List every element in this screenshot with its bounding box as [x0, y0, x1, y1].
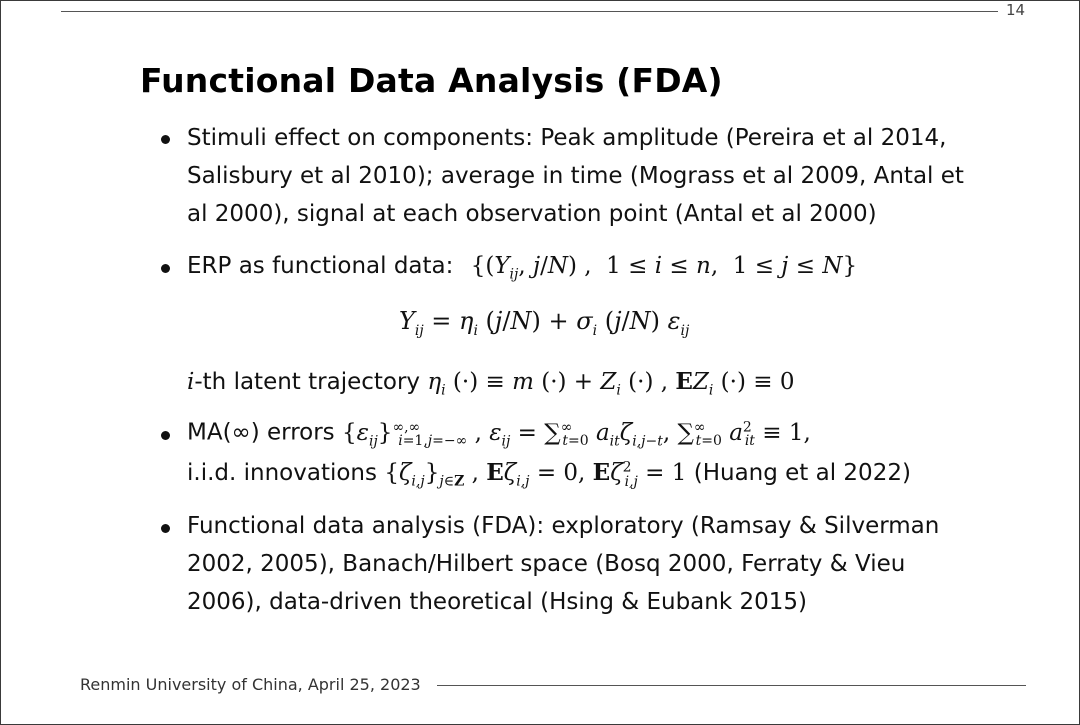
model-equation: $Y_{ij} = \eta_i$ $(j/N) + \sigma_i$ (j/N) $\varepsilon_{ij}$	[399, 307, 690, 339]
erp-set-formula: {($Y_{ij}$, j/N) , 1 ≤ i ≤ n, 1 ≤ j ≤ N}	[470, 253, 858, 283]
bullet-1-line-3: al 2000), signal at each observation point (Antal et al 2000)	[187, 201, 877, 227]
innovations-text: i.i.d. innovations	[187, 460, 377, 486]
footer-text: Renmin University of China, April 25, 2023	[80, 675, 421, 694]
bullet-dot	[161, 431, 170, 440]
bullet-dot	[161, 524, 170, 533]
bullet-3-text: MA(∞) errors	[187, 419, 335, 446]
bullet-4-line-3: 2006), data-driven theoretical (Hsing & Eubank 2015)	[187, 589, 807, 615]
innovations-formula: $\{\zeta_{i,j}\}_{j\in Z}$ , $E\zeta_{i,j} = 0$, $E\zeta^2_{i,j} = 1$	[384, 459, 687, 490]
bullet-4-line-1: Functional data analysis (FDA): exploratory (Ramsay & Silverman	[187, 513, 940, 539]
bullet-3-line-1	[187, 419, 811, 449]
slide-title: Functional Data Analysis (FDA)	[140, 61, 723, 100]
header-rule	[61, 11, 998, 12]
bullet-4-line-2: 2002, 2005), Banach/Hilbert space (Bosq 2000, Ferraty & Vieu	[187, 551, 906, 577]
bullet-1-line-1: Stimuli effect on components: Peak amplitude (Pereira et al 2014,	[187, 125, 947, 151]
ma-errors-formula: $\{\varepsilon_{ij}\}^{\infty,\infty}_{i=1,j=-\infty}$ , $\varepsilon_{ij} = \sum^\infty_{t=0}$ $a_{it}\zeta_{i,j-t}$, $\sum^\infty_{t=0}$ $a^2_{it} \equiv 1$,	[341, 419, 811, 450]
bullet-1-line-2: Salisbury et al 2010); average in time (Mograss et al 2009, Antal et	[187, 163, 964, 189]
bullet-3-line-2	[187, 459, 911, 490]
footer-rule	[437, 685, 1026, 686]
latent-text: -th latent trajectory	[194, 369, 421, 395]
page-number: 14	[1006, 1, 1026, 19]
latent-formula: $\eta_i$ (·) ≡ m (·) + $Z_i$ (·) , $EZ_i$ (·) ≡ 0	[427, 368, 795, 399]
bullet-dot	[161, 264, 170, 273]
bullet-2-text: ERP as functional data:	[187, 253, 454, 279]
latent-trajectory-line: i-th latent trajectory $\eta_i$ (·) ≡ m (·) + $Z_i$ (·) , $EZ_i$ (·) ≡ 0	[187, 368, 795, 399]
bullet-dot	[161, 135, 170, 144]
huang-citation: (Huang et al 2022)	[693, 460, 911, 486]
bullet-2-line	[187, 253, 857, 283]
